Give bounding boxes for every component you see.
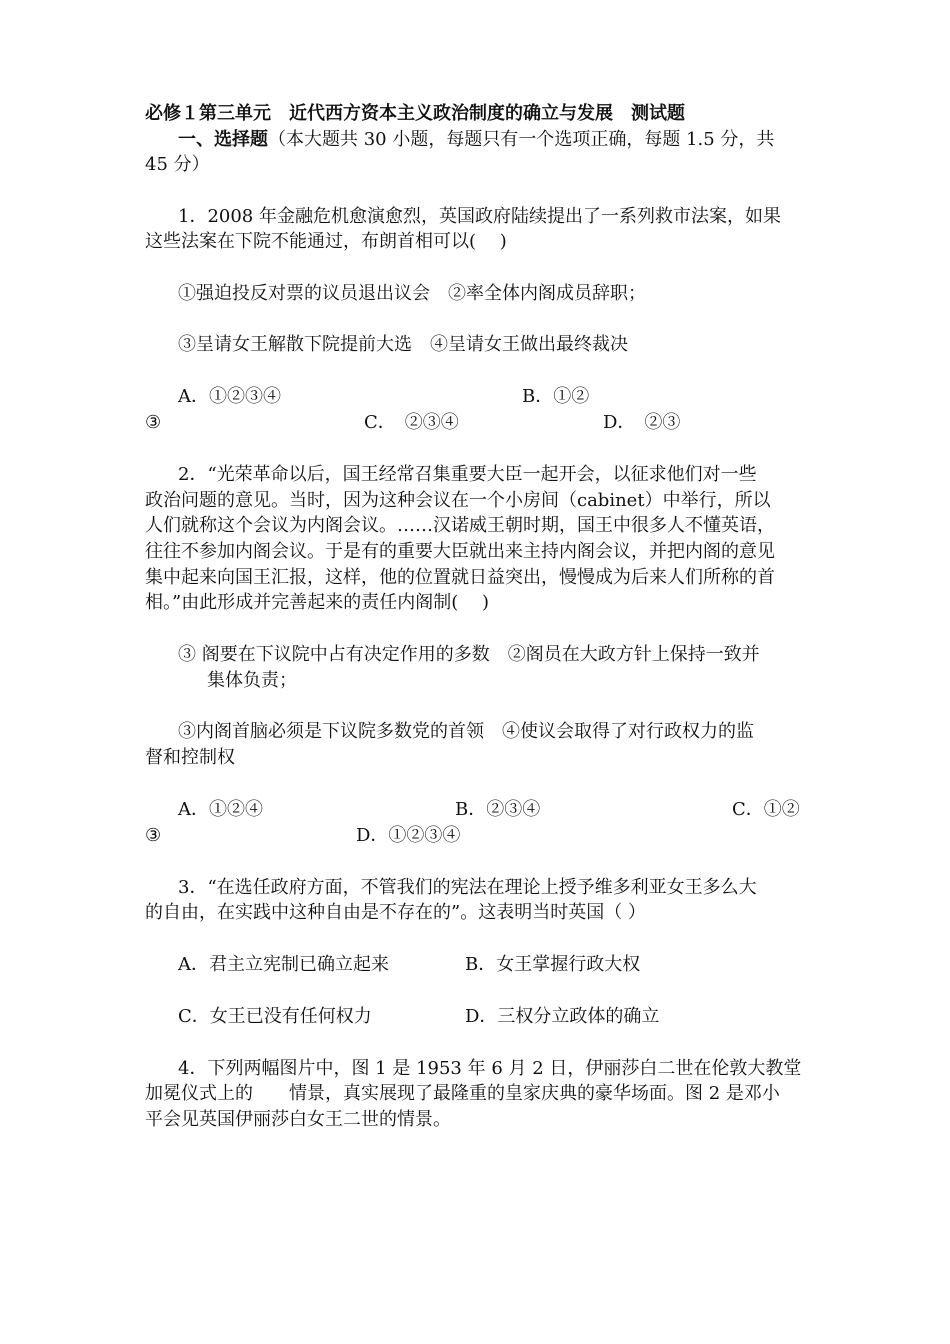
- q1-option-b: B．①②: [522, 386, 590, 407]
- q2-stem-line: 相。”由此形成并完善起来的责任内阁制( ): [145, 592, 489, 613]
- q2-stem-line: 政治问题的意见。当时，因为这种会议在一个小房间（cabinet）中举行，所以: [145, 490, 771, 511]
- section-heading: 一、选择题: [178, 129, 268, 150]
- document-title: 必修１第三单元 近代西方资本主义政治制度的确立与发展 测试题: [145, 103, 685, 124]
- q2-option-b: B．②③④: [455, 799, 541, 820]
- q3-option-c: C．女王已没有任何权力: [178, 1006, 372, 1027]
- q2-option-c: C．①②: [732, 799, 800, 820]
- q2-statements: ③ 阁要在下议院中占有决定作用的多数 ②阁员在大政方针上保持一致并: [178, 644, 760, 665]
- q2-stem-line: 2．“光荣革命以后，国王经常召集重要大臣一起开会，以征求他们对一些: [178, 464, 757, 485]
- q1-stem-line: 这些法案在下院不能通过，布朗首相可以( ): [145, 231, 507, 252]
- section-header: [178, 127, 774, 153]
- q2-statements-cont: 集体负责；: [207, 670, 297, 691]
- q2-option-c-cont: ③: [145, 825, 162, 846]
- q2-statements-cont: 督和控制权: [145, 747, 235, 768]
- q2-stem-line: 人们就称这个会议为内阁会议。……汉诺威王朝时期，国王中很多人不懂英语，: [145, 515, 775, 536]
- q1-statements: ③呈请女王解散下院提前大选 ④呈请女王做出最终裁决: [178, 334, 628, 355]
- q2-stem-line: 集中起来向国王汇报，这样，他的位置就日益突出，慢慢成为后来人们所称的首: [145, 567, 775, 588]
- q3-stem-line: 3．“在选任政府方面，不管我们的宪法在理论上授予维多利亚女王多么大: [178, 877, 757, 898]
- q4-stem-line: 4．下列两幅图片中，图 1 是 1953 年 6 月 2 日，伊丽莎白二世在伦敦大教堂: [178, 1058, 802, 1079]
- q1-option-c: C． ②③④: [364, 412, 459, 433]
- q1-stem-line: 1．2008 年金融危机愈演愈烈，英国政府陆续提出了一系列救市法案，如果: [178, 206, 781, 227]
- q4-stem-line: 加冕仪式上的 情景，真实展现了最隆重的皇家庆典的豪华场面。图 2 是邓小: [145, 1083, 780, 1104]
- q2-statements: ③内阁首脑必须是下议院多数党的首领 ④使议会取得了对行政权力的监: [178, 721, 754, 742]
- section-description-cont: 45 分）: [145, 154, 210, 175]
- q3-option-d: D．三权分立政体的确立: [465, 1006, 660, 1027]
- q2-option-a: A．①②④: [178, 799, 263, 820]
- q2-option-d: D．①②③④: [356, 825, 461, 846]
- q1-option-b-cont: ③: [145, 412, 162, 433]
- q4-stem-line: 平会见英国伊丽莎白女王二世的情景。: [145, 1109, 451, 1130]
- q1-statements: ①强迫投反对票的议员退出议会 ②率全体内阁成员辞职；: [178, 283, 646, 304]
- q3-option-a: A．君主立宪制已确立起来: [178, 954, 389, 975]
- q1-option-d: D． ②③: [603, 412, 681, 433]
- q3-stem-line: 的自由，在实践中这种自由是不存在的”。这表明当时英国（ ）: [145, 902, 646, 923]
- q2-stem-line: 往往不参加内阁会议。于是有的重要大臣就出来主持内阁会议，并把内阁的意见: [145, 541, 775, 562]
- q3-option-b: B．女王掌握行政大权: [465, 954, 641, 975]
- q1-option-a: A．①②③④: [178, 386, 281, 407]
- section-description: （本大题共 30 小题，每题只有一个选项正确，每题 1.5 分，共: [268, 129, 775, 150]
